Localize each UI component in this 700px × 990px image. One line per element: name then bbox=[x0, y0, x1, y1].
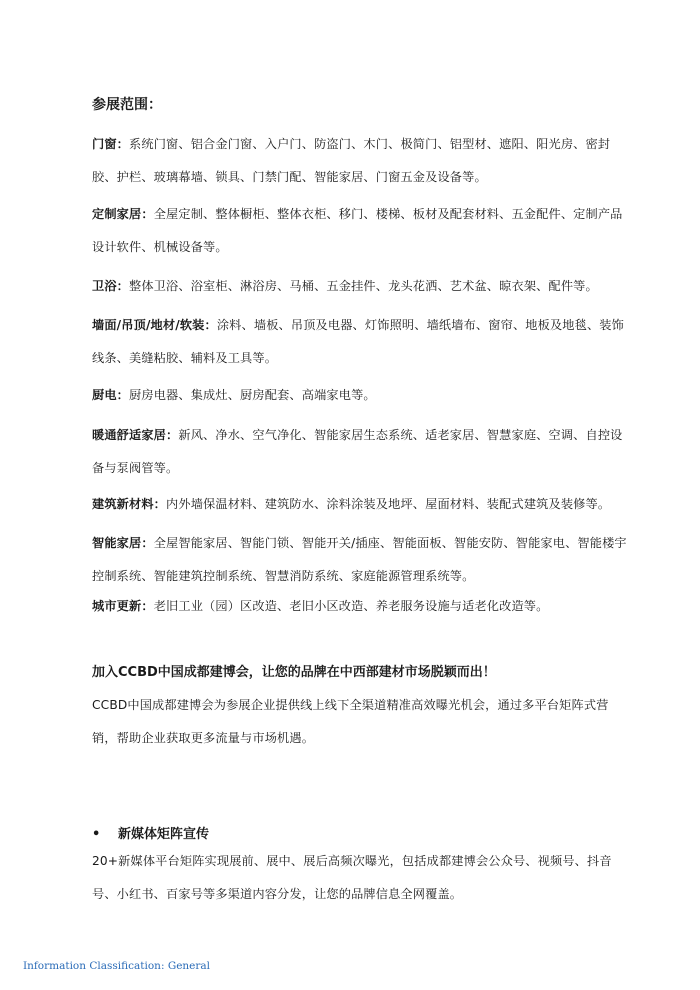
category-walls-ceilings-floors bbox=[92, 309, 628, 375]
category-custom-furniture bbox=[92, 198, 628, 264]
category-label: 门窗： bbox=[92, 137, 130, 151]
category-bathroom bbox=[92, 270, 628, 303]
join-title: 加入CCBD中国成都建博会，让您的品牌在中西部建材市场脱颖而出！ bbox=[92, 665, 496, 680]
media-title: 新媒体矩阵宣传 bbox=[118, 827, 210, 842]
media-text: 20+新媒体平台矩阵实现展前、展中、展后高频次曝光，包括成都建博会公众号、视频号、抖音号、小红书、百家号等多渠道内容分发，让您的品牌信息全网覆盖。 bbox=[92, 854, 612, 901]
category-label: 定制家居： bbox=[92, 207, 154, 221]
category-kitchen-appliances bbox=[92, 379, 628, 412]
category-new-building-materials bbox=[92, 488, 628, 521]
category-text: 涂料、墙板、吊顶及电器、灯饰照明、墙纸墙布、窗帘、地板及地毯、装饰线条、美缝粘胶、辅料及工具等。 bbox=[92, 318, 624, 365]
category-label: 卫浴： bbox=[92, 279, 130, 293]
category-text: 全屋智能家居、智能门锁、智能开关/插座、智能面板、智能安防、智能家电、智能楼宇控制系统、智能建筑控制系统、智慧消防系统、家庭能源管理系统等。 bbox=[92, 536, 627, 583]
category-text: 内外墙保温材料、建筑防水、涂料涂装及地坪、屋面材料、装配式建筑及装修等。 bbox=[166, 497, 611, 511]
category-doors-windows bbox=[92, 128, 628, 194]
category-text: 系统门窗、铝合金门窗、入户门、防盗门、木门、极简门、铝型材、遮阳、阳光房、密封胶、护栏、玻璃幕墙、锁具、门禁门配、智能家居、门窗五金及设备等。 bbox=[92, 137, 611, 184]
category-label: 厨电： bbox=[92, 388, 130, 402]
category-text: 新风、净水、空气净化、智能家居生态系统、适老家居、智慧家庭、空调、自控设备与泵阀管等。 bbox=[92, 428, 623, 475]
category-label: 墙面/吊顶/地材/软装： bbox=[92, 318, 217, 332]
category-text: 整体卫浴、浴室柜、淋浴房、马桶、五金挂件、龙头花洒、艺术盆、晾衣架、配件等。 bbox=[129, 279, 598, 293]
join-text: CCBD中国成都建博会为参展企业提供线上线下全渠道精准高效曝光机会，通过多平台矩阵式营销，帮助企业获取更多流量与市场机遇。 bbox=[92, 698, 609, 745]
category-text: 全屋定制、整体橱柜、整体衣柜、移门、楼梯、板材及配套材料、五金配件、定制产品设计软件、机械设备等。 bbox=[92, 207, 623, 254]
category-text: 厨房电器、集成灶、厨房配套、高端家电等。 bbox=[129, 388, 376, 402]
section-title: 参展范围： bbox=[92, 97, 162, 113]
classification-footer: Information Classification: General bbox=[23, 960, 211, 972]
category-label: 暖通舒适家居： bbox=[92, 428, 179, 442]
category-label: 城市更新： bbox=[92, 599, 154, 613]
bullet-icon: • bbox=[92, 827, 101, 842]
category-text: 老旧工业（园）区改造、老旧小区改造、养老服务设施与适老化改造等。 bbox=[153, 599, 549, 613]
category-hvac-comfort bbox=[92, 419, 628, 485]
media-bullet-item bbox=[92, 823, 209, 842]
category-urban-renewal bbox=[92, 590, 628, 623]
category-smart-home bbox=[92, 527, 628, 593]
category-label: 智能家居： bbox=[92, 536, 154, 550]
category-label: 建筑新材料： bbox=[92, 497, 167, 511]
